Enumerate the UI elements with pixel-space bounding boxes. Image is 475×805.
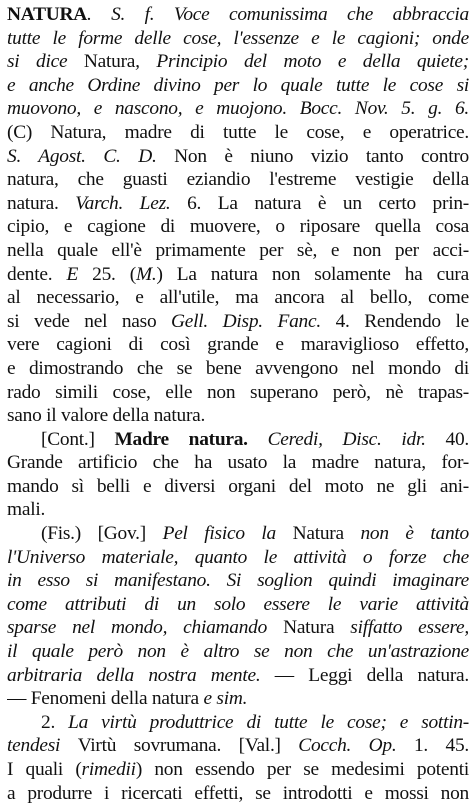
text-run: I quali ( — [7, 759, 82, 780]
text-run: [Cont.] — [41, 428, 115, 450]
text-run: ) La natura non solamente ha cura — [156, 263, 469, 285]
text-run: 2. — [41, 711, 69, 733]
italic-text: E — [66, 263, 79, 285]
italic-text: il quale però non è altro se non che un'astrazione — [7, 641, 469, 663]
entry-line — [7, 428, 469, 452]
entry-line — [7, 310, 469, 334]
italic-text: siffatto essere, — [334, 617, 469, 639]
italic-text: tendesi — [7, 735, 78, 757]
text-run: Grande artificio che ha usato la madre natura, for- — [7, 452, 469, 474]
entry-line — [7, 640, 469, 664]
text-run: Virtù sovrumana. [Val.] — [77, 735, 299, 757]
text-run: cipio, e cagione di muovere, o riposare quella cosa — [7, 216, 469, 238]
text-run: si vede nel naso — [7, 310, 172, 332]
entry-line — [7, 475, 469, 499]
italic-text: in esso si manifestano. Si soglion quindi imaginare — [7, 570, 469, 592]
italic-text: Ceredi, Disc. idr. — [247, 428, 426, 450]
text-run: al necessario, e all'utile, ma ancora al bello, come — [7, 287, 469, 309]
text-run: vere cagioni di così grande e maraviglioso effetto, — [7, 334, 469, 356]
text-run: dente. — [7, 263, 67, 285]
italic-text: non è tanto — [343, 523, 469, 545]
italic-text: rimedii — [81, 759, 136, 780]
entry-line — [7, 758, 469, 782]
italic-text: come attributi di un solo essere le varie attività — [7, 593, 469, 615]
entry-line — [7, 357, 469, 381]
text-run: mando sì belli e diversi organi del moto ne gli ani- — [7, 475, 469, 497]
bold-term: Madre natura. — [114, 428, 248, 450]
entry-line — [7, 381, 469, 405]
entry-line — [7, 50, 469, 74]
entry-line — [7, 498, 469, 522]
entry-line — [7, 97, 469, 121]
italic-text: si dice — [7, 51, 84, 73]
italic-text: Pel fisico la — [162, 523, 293, 545]
text-run: natura, che guasti eziandio l'estreme vestigie della — [7, 169, 469, 191]
text-run: mali. — [7, 499, 46, 521]
text-run: 1. 45. — [396, 735, 469, 757]
entry-line — [7, 522, 469, 546]
entry-line — [7, 782, 469, 805]
italic-text: l'Universo materiale, quanto le attività o forze che — [7, 546, 469, 568]
text-run: nella quale ell'è primamente per sè, e non per acci- — [7, 239, 469, 261]
entry-line — [7, 451, 469, 475]
text-run: e dimostrando che se bene avvengono nel mondo di — [7, 357, 469, 379]
text-run: a produrre i ricercati effetti, se introdotti e mossi non — [7, 782, 469, 804]
entry-line — [7, 3, 469, 27]
text-run: — Leggi della natura. — [260, 664, 469, 686]
text-run: rado simili cose, elle non superano però, nè trapas- — [7, 381, 469, 403]
italic-text: Varch. Lez. — [75, 192, 171, 214]
entry-line — [7, 239, 469, 263]
entry-line — [7, 664, 469, 688]
entry-line — [7, 286, 469, 310]
text-run: 6. La natura è un certo prin- — [170, 192, 469, 214]
entry-line — [7, 192, 469, 216]
entry-line — [7, 687, 469, 711]
entry-line — [7, 593, 469, 617]
entry-line — [7, 74, 469, 98]
italic-text: muovono, e nascono, e muojono. Bocc. Nov. 5. g. 6. — [7, 98, 469, 120]
entry-line — [7, 263, 469, 287]
text-run: (Fis.) [Gov.] — [41, 523, 163, 545]
text-run: (C) Natura, madre di tutte le cose, e operatrice. — [7, 121, 469, 143]
italic-text: Gell. Disp. Fanc. — [171, 310, 321, 332]
italic-text: e sim. — [203, 688, 248, 710]
entry-line — [7, 616, 469, 640]
entry-line — [7, 145, 469, 169]
italic-text: La virtù produttrice di tutte le cose; e sottin- — [68, 711, 469, 733]
italic-text: M. — [135, 263, 157, 285]
text-run: 25. ( — [78, 263, 136, 285]
entry-line — [7, 215, 469, 239]
text-run: Non è niuno vizio tanto contro — [156, 145, 469, 167]
text-run: Natura — [292, 523, 344, 545]
text-run: natura. — [7, 192, 76, 214]
entry-line — [7, 27, 469, 51]
text-run: 40. — [425, 428, 469, 450]
italic-text: arbitraria della nostra mente. — [7, 664, 261, 686]
text-run: Natura — [83, 51, 136, 73]
italic-text: S. Agost. C. D. — [7, 145, 157, 167]
italic-text: e anche Ordine divino per lo quale tutte le cose si — [7, 74, 469, 96]
entry-line — [7, 168, 469, 192]
italic-text: , Principio del moto e della quiete; — [135, 51, 469, 73]
italic-text: . S. f. Voce comunissima che abbraccia — [87, 4, 469, 25]
text-run: 4. Rendendo le — [320, 310, 469, 332]
entry-line — [7, 734, 469, 758]
bold-term: NATURA — [7, 4, 88, 25]
entry-line — [7, 569, 469, 593]
text-run: — Fenomeni della natura — [7, 688, 204, 710]
text-run: ) non essendo per se medesimi potenti — [135, 759, 469, 780]
entry-line — [7, 333, 469, 357]
italic-text: sparse nel mondo, chiamando — [7, 617, 284, 639]
italic-text: tutte le forme delle cose, l'essenze e le cagioni; onde — [7, 27, 469, 49]
italic-text: Cocch. Op. — [298, 735, 397, 757]
entry-line — [7, 404, 469, 428]
text-run: sano il valore della natura. — [7, 405, 206, 427]
entry-line — [7, 711, 469, 735]
text-run: Natura — [283, 617, 335, 639]
entry-line — [7, 546, 469, 570]
entry-line — [7, 121, 469, 145]
